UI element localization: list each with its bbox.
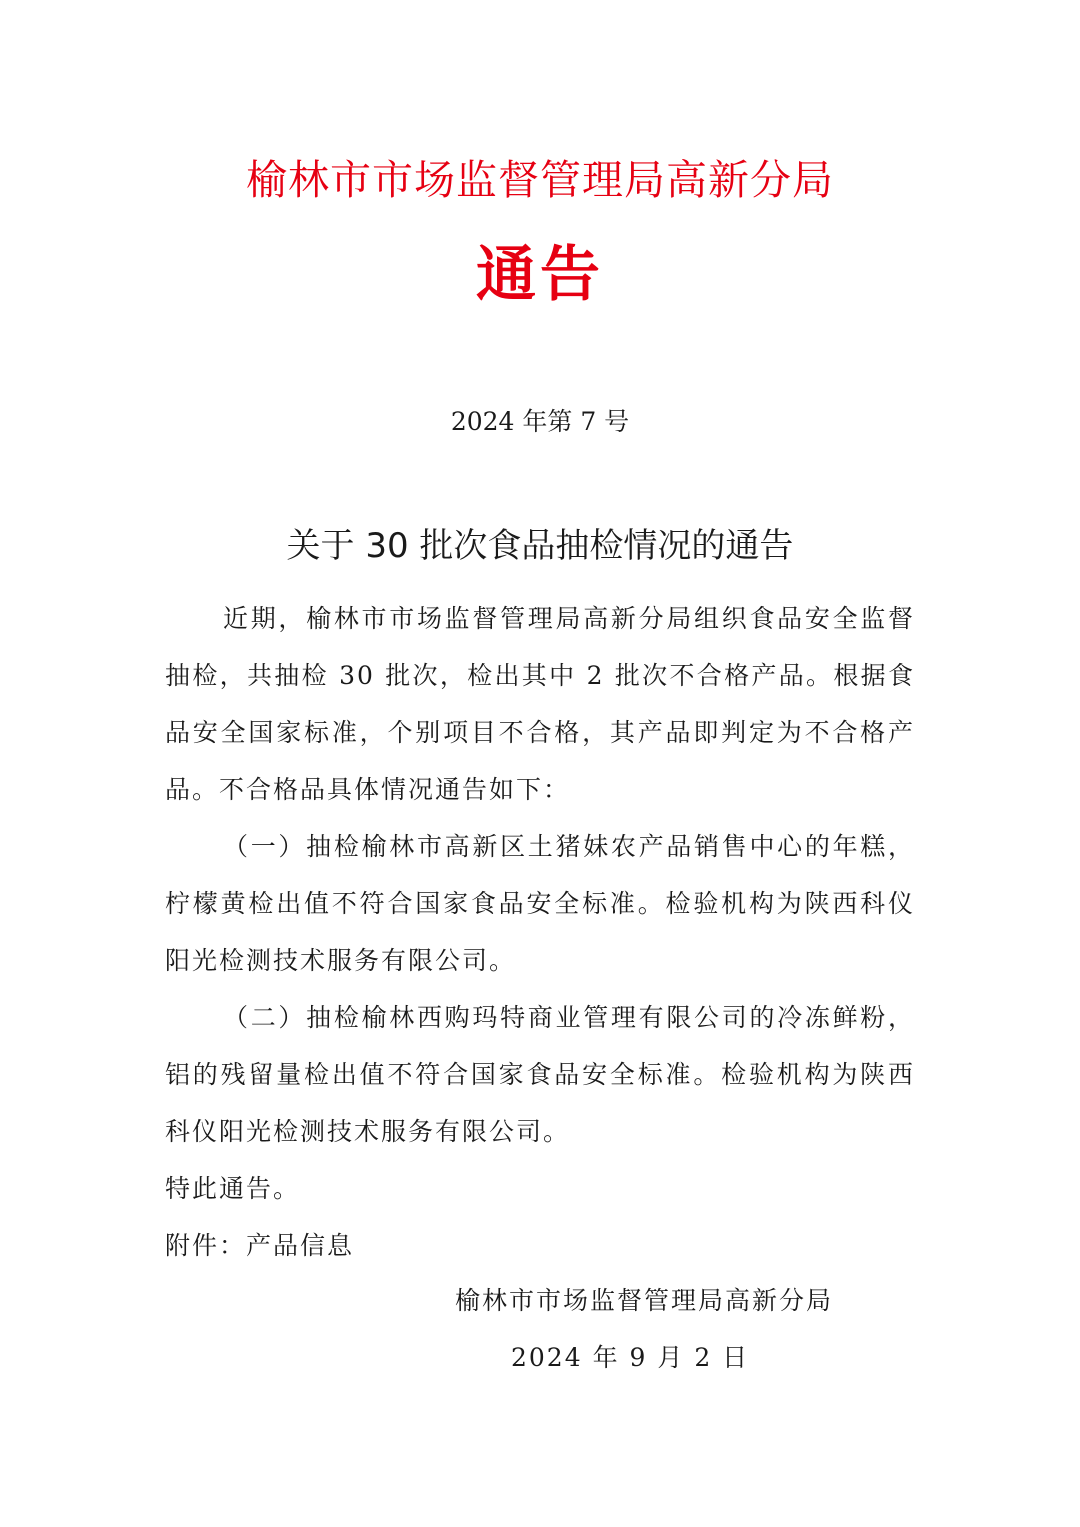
- document-body: [165, 590, 915, 1274]
- attachment-note: 附件：产品信息: [165, 1231, 355, 1260]
- closing-statement: 特此通告。: [165, 1174, 301, 1203]
- document-subject: 关于 30 批次食品抽检情况的通告: [286, 526, 794, 566]
- paragraph-item-2: （二）抽检榆林西购玛特商业管理有限公司的冷冻鲜粉，铝的残留量检出值不符合国家食品安全标准。检验机构为陕西科仪阳光检测技术服务有限公司。: [165, 1003, 915, 1146]
- issuing-organization-header: 榆林市市场监督管理局高新分局: [246, 156, 834, 204]
- paragraph-item-1: （一）抽检榆林市高新区土猪妹农产品销售中心的年糕，柠檬黄检出值不符合国家食品安全标准。检验机构为陕西科仪阳光检测技术服务有限公司。: [165, 832, 915, 975]
- signature-organization: 榆林市市场监督管理局高新分局: [455, 1286, 834, 1315]
- signature-date: 2024 年 9 月 2 日: [511, 1343, 750, 1372]
- paragraph-intro: 近期，榆林市市场监督管理局高新分局组织食品安全监督抽检，共抽检 30 批次，检出其中 2 批次不合格产品。根据食品安全国家标准，个别项目不合格，其产品即判定为不合格产品。不合格品具体情况通告如下：: [165, 604, 915, 804]
- signature-block: [455, 1272, 915, 1386]
- notice-title: 通告: [476, 240, 604, 310]
- document-number: 2024 年第 7 号: [450, 407, 630, 436]
